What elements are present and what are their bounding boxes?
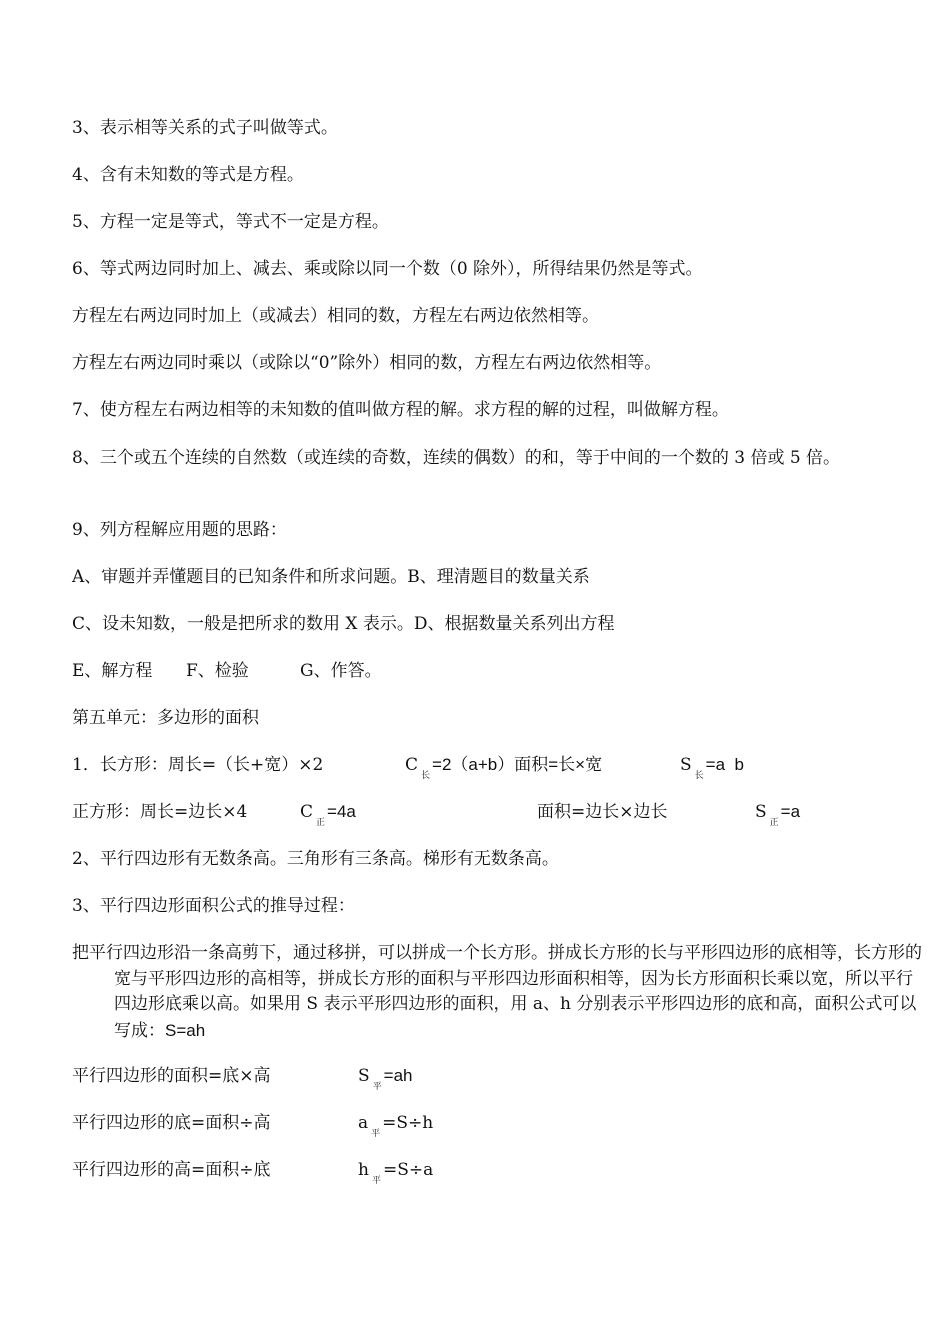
item-4-equation-with-unknown: 4、含有未知数的等式是方程。 [72,165,304,185]
parallelogram-height-formula: $h_平=S\div a$ [358,1160,434,1186]
step-a-b: A、审题并弄懂题目的已知条件和所求问题。B、理清题目的数量关系 [72,567,590,587]
item-5-equation-vs-equality: 5、方程一定是等式，等式不一定是方程。 [72,212,389,232]
square-area: 面积=边长×边长 [537,802,668,822]
item-3-derivation-heading: 3、平行四边形面积公式的推导过程： [72,896,355,916]
rectangle-perimeter-formula: $C_长=2(a+b)$面积=长×宽 [405,755,603,781]
square-perimeter-formula: $C_正=4a$ [300,802,356,828]
item-2-heights: 2、平行四边形有无数条高。三角形有三条高。梯形有无数条高。 [72,849,559,869]
rectangle-perimeter: 1．长方形：周长=（长+宽）×2 [72,755,324,775]
parallelogram-base-formula: $a_平=S\div h$ [358,1113,434,1139]
equation-add-subtract-rule: 方程左右两边同时加上（或减去）相同的数，方程左右两边依然相等。 [72,306,599,326]
item-9-word-problem-steps: 9、列方程解应用题的思路： [72,520,287,540]
item-7-solution-definition: 7、使方程左右两边相等的未知数的值叫做方程的解。求方程的解的过程，叫做解方程。 [72,400,729,420]
square-perimeter: 正方形：周长=边长×4 [72,802,248,822]
parallelogram-height-text: 平行四边形的高=面积÷底 [72,1160,271,1180]
square-area-formula: $S_正=a$ [755,802,801,828]
step-g: G、作答。 [300,661,382,681]
item-8-consecutive-numbers: 8、三个或五个连续的自然数（或连续的奇数，连续的偶数）的和，等于中间的一个数的 3 倍或 5 倍。 [72,448,841,468]
parallelogram-area-formula: $S_平=ah$ [358,1066,413,1092]
rectangle-area-formula: $S_长=a$ b [680,755,744,781]
item-6-equality-property: 6、等式两边同时加上、减去、乘或除以同一个数（0 除外），所得结果仍然是等式。 [72,259,703,279]
step-e: E、解方程 [72,661,153,681]
step-f: F、检验 [186,661,249,681]
equation-multiply-divide-rule: 方程左右两边同时乘以（或除以“0”除外）相同的数，方程左右两边依然相等。 [72,353,662,373]
step-c-d: C、设未知数，一般是把所求的数用 X 表示。D、根据数量关系列出方程 [72,614,615,634]
parallelogram-base-text: 平行四边形的底=面积÷高 [72,1113,271,1133]
item-3-equation-definition: 3、表示相等关系的式子叫做等式。 [72,118,338,138]
parallelogram-area-text: 平行四边形的面积=底×高 [72,1066,271,1086]
unit-5-heading: 第五单元：多边形的面积 [72,708,259,728]
derivation-paragraph: 把平行四边形沿一条高剪下，通过移拼，可以拼成一个长方形。拼成长方形的长与平形四边形的底相等，长方形的宽与平形四边形的高相等，拼成长方形的面积与平形四边形面积相等，因为长方形面积长乘以宽，所以平行四边形底乘以高。如果用 S 表示平形四边形的面积，用 a、h 分别表示平形四边形的底和高，面积公式可以写成：S=ah [72,943,922,1041]
